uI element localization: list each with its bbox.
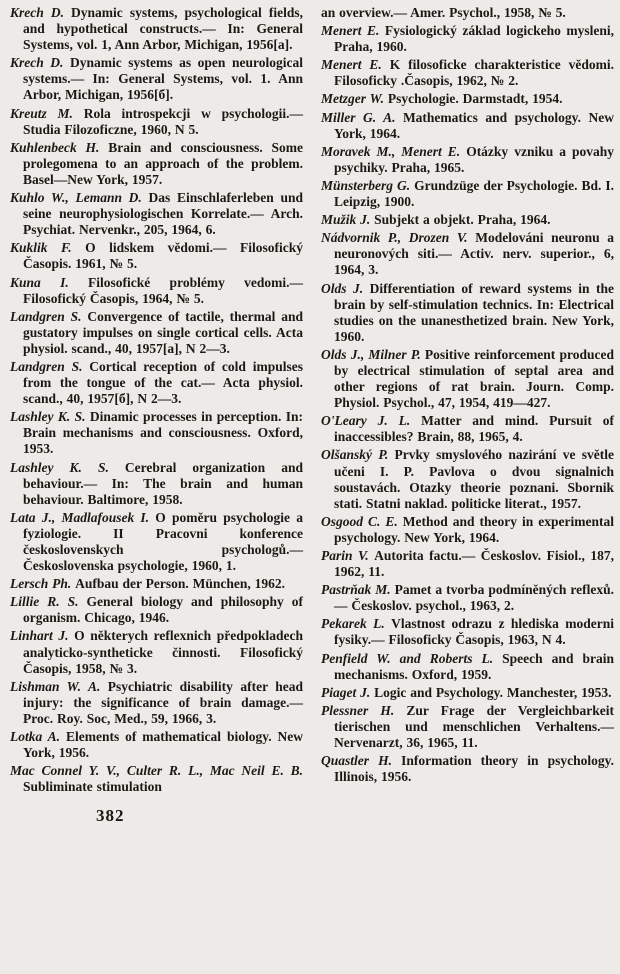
entry-author: Linhart J. xyxy=(10,628,75,644)
entry-author: Lotka A. xyxy=(10,729,66,745)
entry-text: Fysiologický základ logickeho mysleni, Praha, 1960. xyxy=(334,23,614,55)
entry-author: Lersch Ph. xyxy=(10,576,76,592)
entry-text: an overview.— Amer. Psychol., 1958, № 5. xyxy=(321,5,566,20)
entry-author: Osgood C. E. xyxy=(321,513,403,529)
bibliography-entry xyxy=(10,576,303,592)
entry-author: Mac Connel Y. V., Culter R. L., Mac Neil E. B. xyxy=(10,763,303,779)
entry-text: Rola introspekcji w psychologii.— Studia Filozoficzne, 1960, N 5. xyxy=(23,105,303,137)
entry-author: Lashley K. S. xyxy=(10,459,125,475)
bibliography-entry xyxy=(321,514,614,546)
entry-text: Mathematics and psychology. New York, 1964. xyxy=(334,109,614,141)
entry-text: O lidskem vědomi.— Filosofický Časopis. 1961, № 5. xyxy=(23,240,303,272)
entry-text: Differentiation of reward systems in the brain by self-stimulation technics. In: Electrical studies on the unanesthetized brain. New York, 1960. xyxy=(334,280,614,344)
entry-text: Pamet a tvorba podmíněných reflexů.— Českoslov. psychol., 1963, 2. xyxy=(334,582,614,614)
entry-author: Menert E. xyxy=(321,57,390,73)
bibliography-entry xyxy=(321,413,614,445)
entry-text: Psychiatric disability after head injury: the significance of brain damage.— Proc. Roy. Soc, Med., 59, 1966, 3. xyxy=(23,678,303,726)
entry-text: K filosoficke charakteristice vědomi. Filosoficky .Časopis, 1962, № 2. xyxy=(334,57,614,89)
bibliography-entry xyxy=(10,409,303,457)
bibliography-entry xyxy=(10,763,303,795)
entry-author: Moravek M., Menert E. xyxy=(321,143,467,159)
entry-text: Autorita factu.— Českoslov. Fisiol., 187, 1962, 11. xyxy=(334,548,614,580)
entry-text: Positive reinforcement produced by electrical stimulation of septal area and other regions of rat brain. Journ. Comp. Physiol. Psychol., 47, 1954, 419—427. xyxy=(334,346,614,411)
entry-text: Das Einschlaferleben und seine neurophysiologischen Korrelate.— Arch. Psychiat. Nervenkr., 205, 1964, 6. xyxy=(23,190,303,238)
entry-text: Otázky vzniku a povahy psychiky. Praha, 1965. xyxy=(334,143,615,175)
entry-author: Piaget J. xyxy=(321,684,375,700)
bibliography-entry xyxy=(321,753,614,785)
entry-text: Dynamic systems as open neurological systems.— In: General Systems, vol. 1. Ann Arbor, Michigan, 1956[б]. xyxy=(23,55,303,103)
bibliography-entry xyxy=(10,55,303,103)
entry-author: Nádvornik P., Drozen V. xyxy=(321,230,476,246)
entry-text: Logic and Psychology. Manchester, 1953. xyxy=(374,684,612,700)
bibliography-entry xyxy=(321,212,614,228)
entry-author: Miller G. A. xyxy=(321,109,403,125)
bibliography-entry xyxy=(10,359,303,407)
entry-author: Lishman W. A. xyxy=(10,678,108,694)
left-column xyxy=(10,5,303,797)
bibliography-entry xyxy=(321,144,614,176)
entry-text: Zur Frage der Vergleichbarkeit tierischen und menschlichen Verhaltens.— Nervenarzt, 36, 1965, 11. xyxy=(334,702,614,751)
entry-author: Plessner H. xyxy=(321,702,407,718)
entry-author: O'Leary J. L. xyxy=(321,413,422,429)
entry-author: Parin V. xyxy=(321,548,375,563)
entry-author: Lashley K. S. xyxy=(10,409,90,425)
bibliography-entry xyxy=(321,178,614,210)
bibliography-entry xyxy=(321,703,614,751)
entry-author: Kuhlenbeck H. xyxy=(10,139,109,155)
entry-text: Grundzüge der Psychologie. Bd. I. Leipzig, 1900. xyxy=(334,177,614,210)
bibliography-entry xyxy=(10,190,303,238)
entry-author: Metzger W. xyxy=(321,91,388,107)
entry-author: Olšanský P. xyxy=(321,447,395,463)
entry-author: Krech D. xyxy=(10,5,72,20)
entry-text: O poměru psychologie a fyziologie. II Pracovni konference československych psychologů.— Československa psychologie, 1960, 1. xyxy=(23,509,303,574)
bibliography-entry xyxy=(10,679,303,727)
bibliography-entry xyxy=(10,628,303,676)
entry-text: Vlastnost odrazu z hlediska moderni fysiky.— Filosoficky Časopis, 1963, N 4. xyxy=(334,616,614,648)
entry-text: Elements of mathematical biology. New York, 1956. xyxy=(23,729,303,761)
entry-text: Dinamic processes in perception. In: Brain mechanisms and consciousness. Oxford, 1953. xyxy=(23,409,303,457)
entry-author: Kuhlo W., Lemann D. xyxy=(10,190,149,206)
bibliography-entry xyxy=(321,281,614,345)
entry-author: Olds J., Milner P. xyxy=(321,346,425,362)
bibliography-entry xyxy=(321,548,614,580)
entry-text: Speech and brain mechanisms. Oxford, 1959. xyxy=(334,650,614,682)
entry-text: Dynamic systems, psychological fields, and hypothetical constructs.— In: General Systems, vol. 1, Ann Arbor, Michigan, 1956[a]. xyxy=(23,5,304,53)
entry-text: Subliminate stimulation xyxy=(23,779,162,795)
entry-author: Pekarek L. xyxy=(321,616,392,632)
entry-text: Prvky smyslového nazirání ve světle učeni I. P. Pavlova o dvou signalnich soustavách. Otazky theorie poznani. Sbornik stati. Statni naklad. politicke literat., 1957. xyxy=(334,447,614,511)
entry-text: Information theory in psychology. Illinois, 1956. xyxy=(334,753,614,785)
bibliography-columns xyxy=(10,5,615,797)
entry-author: Landgren S. xyxy=(10,308,88,324)
bibliography-entry xyxy=(321,685,614,701)
entry-author: Krech D. xyxy=(10,55,70,71)
entry-text: Filosofické problémy vedomi.— Filosofický Časopis, 1964, № 5. xyxy=(23,274,303,306)
entry-author: Lillie R. S. xyxy=(10,594,87,610)
entry-text: Cortical reception of cold impulses from the tongue of the cat.— Acta physiol. scand., 40, 1957[б], N 2—3. xyxy=(23,358,303,407)
entry-author: Kuklik F. xyxy=(10,240,86,256)
bibliography-entry xyxy=(321,110,614,142)
entry-author: Kuna I. xyxy=(10,274,89,290)
entry-text: Convergence of tactile, thermal and gustatory impulses on single cortical cells. Acta physiol. scand., 40, 1957[a], N 2—3. xyxy=(23,308,303,356)
entry-text: Aufbau der Person. München, 1962. xyxy=(75,576,286,592)
bibliography-entry xyxy=(10,5,303,53)
entry-text: Subjekt a objekt. Praha, 1964. xyxy=(374,212,551,228)
entry-author: Penfield W. and Roberts L. xyxy=(321,650,503,666)
bibliography-entry xyxy=(321,616,614,648)
bibliography-entry xyxy=(321,230,614,278)
entry-author: Menert E. xyxy=(321,23,385,39)
bibliography-entry xyxy=(321,57,614,89)
bibliography-entry xyxy=(10,240,303,272)
entry-author: Quastler H. xyxy=(321,753,402,769)
bibliography-entry xyxy=(10,140,303,188)
entry-text: Cerebral organization and behaviour.— In: The brain and human behaviour. Baltimore, 1958. xyxy=(23,459,303,507)
entry-text: Matter and mind. Pursuit of inaccessibles? Brain, 88, 1965, 4. xyxy=(334,413,614,445)
bibliography-entry xyxy=(321,582,614,614)
bibliography-entry xyxy=(10,510,303,574)
entry-author: Olds J. xyxy=(321,280,370,296)
entry-author: Pastrňak M. xyxy=(321,582,395,598)
bibliography-entry xyxy=(10,594,303,626)
bibliography-entry xyxy=(321,91,614,107)
entry-text: O některych reflexnich předpokladech analyticko-syntheticke činnosti. Filosofický Časopis, 1958, № 3. xyxy=(23,628,303,676)
bibliography-entry xyxy=(10,106,303,138)
entry-author: Kreutz M. xyxy=(10,105,84,121)
entry-author: Münsterberg G. xyxy=(321,177,415,193)
right-column xyxy=(321,5,614,797)
bibliography-entry xyxy=(321,23,614,55)
entry-author: Landgren S. xyxy=(10,358,90,374)
bibliography-entry xyxy=(321,447,614,511)
entry-text: Method and theory in experimental psychology. New York, 1964. xyxy=(334,513,614,545)
bibliography-entry xyxy=(321,347,614,411)
entry-text: General biology and philosophy of organism. Chicago, 1946. xyxy=(23,594,303,626)
entry-text: Psychologie. Darmstadt, 1954. xyxy=(387,91,563,107)
entry-text: Modelováni neuronu a neuronových siti.— Activ. nerv. superior., 6, 1964, 3. xyxy=(334,230,614,278)
entry-author: Lata J., Madlafousek I. xyxy=(10,509,156,525)
entry-author: Mužik J. xyxy=(321,212,375,228)
page-number: 382 xyxy=(96,806,125,826)
bibliography-entry xyxy=(321,5,614,21)
bibliography-entry xyxy=(10,309,303,357)
bibliography-entry xyxy=(10,275,303,307)
bibliography-entry xyxy=(321,651,614,683)
bibliography-entry xyxy=(10,460,303,508)
entry-text: Brain and consciousness. Some prolegomena to an approach of the problem. Basel—New York, 1957. xyxy=(23,139,303,187)
bibliography-entry xyxy=(10,729,303,761)
